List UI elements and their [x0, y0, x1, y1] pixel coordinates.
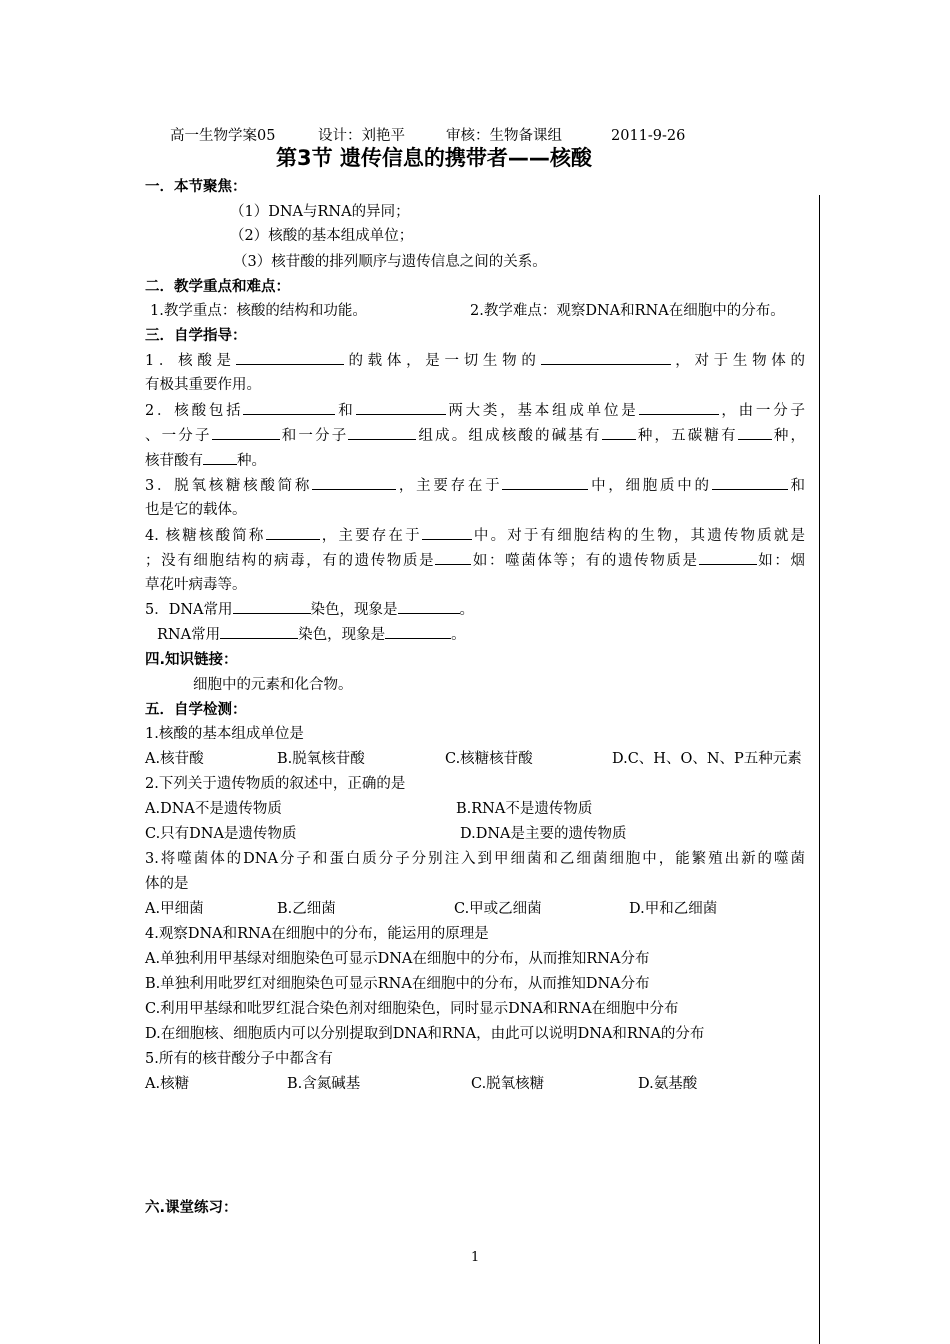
answer-blank[interactable]: [233, 599, 311, 614]
guide-q1-line1: [145, 350, 805, 371]
option-c: C.只有DNA是遗传物质: [145, 826, 297, 842]
guide-text: 、一分子: [145, 428, 212, 444]
guide-text: 。: [459, 602, 475, 618]
guide-text: 核苷酸有: [145, 453, 203, 469]
guide-text: 和一分子: [279, 428, 349, 444]
option-d: D.氨基酸: [638, 1076, 698, 1092]
answer-blank[interactable]: [712, 475, 788, 490]
guide-q1-line2: 有极其重要作用。: [145, 377, 261, 393]
section-2-heading: 二．教学重点和难点：: [145, 279, 290, 295]
answer-blank[interactable]: [699, 550, 757, 565]
test-q4: 4.观察DNA和RNA在细胞中的分布，能运用的原理是: [145, 926, 489, 942]
test-q1: 1.核酸的基本组成单位是: [145, 726, 304, 742]
guide-text: 2．核酸包括: [145, 403, 244, 419]
guide-text: 如：烟: [756, 553, 805, 569]
test-q5: 5.所有的核苷酸分子中都含有: [145, 1051, 333, 1067]
guide-q3-line2: 也是它的载体。: [145, 502, 247, 518]
guide-text: 和: [787, 478, 806, 494]
option-d: D.DNA是主要的遗传物质: [460, 826, 627, 842]
answer-blank[interactable]: [266, 525, 320, 540]
guide-text: ，主要存在于: [396, 478, 503, 494]
option-b: B.RNA不是遗传物质: [456, 801, 593, 817]
guide-text: 。: [451, 627, 466, 643]
guide-text: 组成。组成核酸的碱基有: [416, 428, 602, 444]
answer-blank[interactable]: [220, 624, 298, 639]
answer-blank[interactable]: [639, 400, 719, 415]
answer-blank[interactable]: [502, 475, 588, 490]
option-d: D.甲和乙细菌: [629, 901, 718, 917]
answer-blank[interactable]: [212, 425, 280, 440]
knowledge-link: 细胞中的元素和化合物。: [193, 677, 353, 693]
guide-text: 和: [335, 403, 356, 419]
header-course: 高一生物学案05: [170, 128, 276, 144]
option-a: A.单独利用甲基绿对细胞染色可显示DNA在细胞中的分布，从而推知RNA分布: [145, 951, 650, 967]
section-5-heading: 五．自学检测：: [145, 702, 247, 718]
guide-q2-line2: [145, 425, 805, 446]
guide-text: 种，五碳糖有: [635, 428, 738, 444]
guide-text: 5．DNA常用: [145, 602, 233, 618]
guide-q4-line3: 草花叶病毒等。: [145, 577, 247, 593]
answer-blank[interactable]: [738, 425, 772, 440]
answer-blank[interactable]: [385, 624, 451, 639]
header-designer: 设计：刘艳平: [318, 128, 405, 144]
section-6-heading: 六.课堂练习：: [145, 1200, 238, 1216]
guide-text: 如：噬菌体等；有的遗传物质是: [471, 553, 699, 569]
answer-blank[interactable]: [398, 599, 460, 614]
margin-rule: [819, 195, 820, 1344]
page-number: 1: [471, 1250, 480, 1265]
option-c: C.核糖核苷酸: [445, 751, 533, 767]
guide-text: 种，: [771, 428, 806, 444]
guide-q5-line1: [145, 599, 474, 620]
option-a: A.核苷酸: [145, 751, 204, 767]
option-a: A.DNA不是遗传物质: [145, 801, 282, 817]
guide-text: ，对于生物体的: [670, 353, 805, 369]
option-d: D.C、H、O、N、P五种元素: [612, 751, 802, 767]
page-title: 第3节 遗传信息的携带者——核酸: [276, 146, 592, 170]
guide-text: RNA常用: [157, 627, 221, 643]
guide-q4-line2: [145, 550, 805, 571]
answer-blank[interactable]: [243, 400, 335, 415]
test-q3-line1: 3.将噬菌体的DNA分子和蛋白质分子分别注入到甲细菌和乙细菌细胞中，能繁殖出新的噬菌: [145, 851, 805, 867]
header-date: 2011-9-26: [611, 128, 686, 144]
guide-text: 3．脱氧核糖核酸简称: [145, 478, 313, 494]
option-c: C.利用甲基绿和吡罗红混合染色剂对细胞染色，同时显示DNA和RNA在细胞中分布: [145, 1001, 679, 1017]
option-a: A.甲细菌: [145, 901, 204, 917]
guide-text: 的载体，是一切生物的: [343, 353, 541, 369]
guide-text: ；没有细胞结构的病毒，有的遗传物质是: [145, 553, 436, 569]
section-1-heading: 一．本节聚焦：: [145, 179, 247, 195]
answer-blank[interactable]: [422, 525, 472, 540]
guide-q5-line2: [157, 624, 466, 645]
test-q2: 2.下列关于遗传物质的叙述中，正确的是: [145, 776, 406, 792]
header-reviewer: 审核：生物备课组: [446, 128, 562, 144]
guide-text: ，由一分子: [718, 403, 806, 419]
guide-text: 种。: [237, 453, 266, 469]
guide-text: ，主要存在于: [319, 528, 422, 544]
guide-text: 4. 核糖核酸简称: [145, 528, 266, 544]
guide-text: 中，细胞质中的: [588, 478, 712, 494]
option-c: C.脱氧核糖: [471, 1076, 545, 1092]
guide-text: 1．核酸是: [145, 353, 236, 369]
option-a: A.核糖: [145, 1076, 190, 1092]
guide-q2-line3: [145, 450, 266, 471]
test-q3-line2: 体的是: [145, 876, 189, 892]
section-4-heading: 四.知识链接：: [145, 652, 238, 668]
answer-blank[interactable]: [541, 350, 671, 365]
guide-q2-line1: [145, 400, 805, 421]
section-3-heading: 三．自学指导：: [145, 328, 247, 344]
option-c: C.甲或乙细菌: [454, 901, 542, 917]
key-point: 1.教学重点：核酸的结构和功能。: [150, 303, 367, 319]
guide-text: 两大类，基本组成单位是: [445, 403, 639, 419]
guide-text: 染色，现象是: [310, 602, 398, 618]
option-d: D.在细胞核、细胞质内可以分别提取到DNA和RNA，由此可以说明DNA和RNA的分布: [145, 1026, 705, 1042]
option-b: B.脱氧核苷酸: [277, 751, 365, 767]
answer-blank[interactable]: [356, 400, 446, 415]
answer-blank[interactable]: [312, 475, 396, 490]
guide-q4-line1: [145, 525, 805, 546]
answer-blank[interactable]: [435, 550, 471, 565]
focus-item-2: （2）核酸的基本组成单位；: [230, 228, 414, 244]
option-b: B.含氮碱基: [287, 1076, 361, 1092]
guide-text: 中。对于有细胞结构的生物，其遗传物质就是: [471, 528, 806, 544]
guide-q3-line1: [145, 475, 805, 496]
option-b: B.单独利用吡罗红对细胞染色可显示RNA在细胞中的分布，从而推知DNA分布: [145, 976, 650, 992]
difficult-point: 2.教学难点：观察DNA和RNA在细胞中的分布。: [470, 303, 785, 319]
option-b: B.乙细菌: [277, 901, 336, 917]
guide-text: 染色，现象是: [298, 627, 386, 643]
answer-blank[interactable]: [348, 425, 416, 440]
focus-item-1: （1）DNA与RNA的异同；: [230, 204, 410, 220]
answer-blank[interactable]: [236, 350, 344, 365]
answer-blank[interactable]: [602, 425, 636, 440]
answer-blank[interactable]: [203, 450, 237, 465]
focus-item-3: （3）核苷酸的排列顺序与遗传信息之间的关系。: [233, 254, 547, 270]
